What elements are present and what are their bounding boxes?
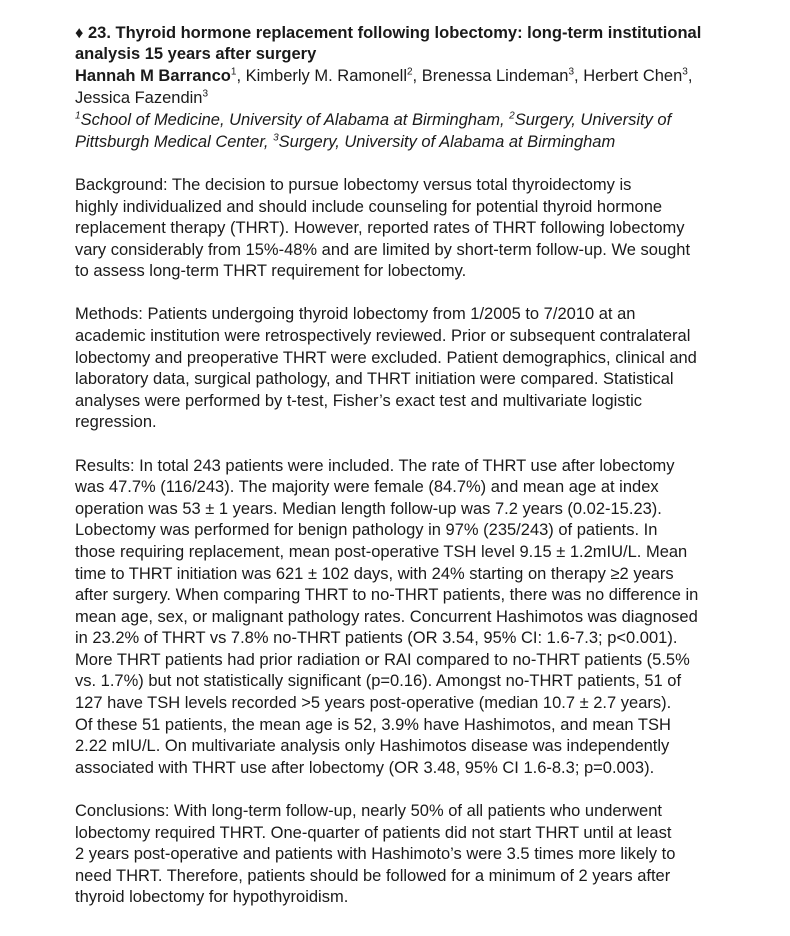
text-line: analyses were performed by t-test, Fisher’s exact test and multivariate logistic bbox=[75, 391, 643, 410]
text-line: to assess long-term THRT requirement for lobectomy. bbox=[75, 262, 467, 281]
text-line: academic institution were retrospectively reviewed. Prior or subsequent contralateral bbox=[75, 327, 691, 346]
author-sup: 3 bbox=[682, 66, 688, 78]
text-line: thyroid lobectomy for hypothyroidism. bbox=[75, 888, 349, 907]
author-sup: 3 bbox=[568, 66, 575, 78]
text-line: vary considerably from 15%-48% and are limited by short-term follow-up. We sought bbox=[75, 240, 691, 259]
text-line: Lobectomy was performed for benign pathology in 97% (235/243) of patients. In bbox=[75, 521, 658, 540]
text-line: laboratory data, surgical pathology, and THRT initiation were compared. Statistical bbox=[75, 370, 674, 389]
author-sup: 3 bbox=[202, 88, 209, 100]
affiliation-sup: 2 bbox=[509, 110, 515, 122]
text-line: lobectomy required THRT. One-quarter of patients did not start THRT until at least bbox=[75, 823, 672, 842]
text-line: in 23.2% of THRT vs 7.8% no-THRT patients (OR 3.54, 95% CI: 1.6-7.3; p<0.001). bbox=[75, 629, 678, 648]
author-name: Jessica Fazendin bbox=[75, 89, 203, 107]
text-line: lobectomy and preoperative THRT were excluded. Patient demographics, clinical and bbox=[75, 348, 697, 367]
author-name: Herbert Chen bbox=[583, 67, 683, 85]
text-line: More THRT patients had prior radiation or RAI compared to no-THRT patients (5.5% bbox=[75, 650, 690, 669]
author-sup: 2 bbox=[406, 66, 413, 78]
author-list: Hannah M Barranco$^1$, Kimberly M. Ramonell$^2$, Brenessa Lindeman$^3$, Herbert Chen$^3$, Jessica Fazendin$^3$ bbox=[75, 66, 693, 107]
text-line: those requiring replacement, mean post-operative TSH level 9.15 ± 1.2mIU/L. Mean bbox=[75, 542, 688, 561]
text-line: Background: The decision to pursue lobectomy versus total thyroidectomy is bbox=[75, 176, 632, 194]
conclusions-section bbox=[75, 801, 775, 909]
text-line: mean age, sex, or malignant pathology rates. Concurrent Hashimotos was diagnosed bbox=[75, 607, 698, 626]
results-section bbox=[75, 456, 775, 780]
title-line: ♦ 23. Thyroid hormone replacement following lobectomy: long-term institutional bbox=[75, 24, 702, 42]
author-name: Hannah M Barranco bbox=[75, 67, 231, 85]
affiliation-text: Surgery, University of Alabama at Birmingham bbox=[278, 133, 616, 151]
abstract-title bbox=[75, 23, 775, 65]
text-line: vs. 1.7%) but not statistically significant (p=0.16). Amongst no-THRT patients, 51 of bbox=[75, 672, 682, 691]
text-line: 2 years post-operative and patients with Hashimoto’s were 3.5 times more likely to bbox=[75, 845, 676, 864]
affiliation-text: School of Medicine, University of Alabama at Birmingham, bbox=[80, 111, 510, 129]
methods-section bbox=[75, 304, 775, 434]
text-line: Of these 51 patients, the mean age is 52, 3.9% have Hashimotos, and mean TSH bbox=[75, 715, 671, 734]
text-line: replacement therapy (THRT). However, reported rates of THRT following lobectomy bbox=[75, 219, 685, 238]
text-line: was 47.7% (116/243). The majority were female (84.7%) and mean age at index bbox=[75, 478, 659, 497]
text-line: highly individualized and should include counseling for potential thyroid hormone bbox=[75, 197, 663, 216]
text-line: Methods: Patients undergoing thyroid lobectomy from 1/2005 to 7/2010 at an bbox=[75, 305, 636, 324]
author-name: Kimberly M. Ramonell bbox=[245, 67, 407, 85]
author-name: Brenessa Lindeman bbox=[421, 67, 569, 85]
title-line: analysis 15 years after surgery bbox=[75, 45, 317, 63]
affiliation-sup: 3 bbox=[273, 132, 279, 144]
text-line: time to THRT initiation was 621 ± 102 days, with 24% starting on therapy ≥2 years bbox=[75, 564, 674, 583]
affiliations bbox=[75, 109, 775, 153]
text-line: regression. bbox=[75, 413, 157, 432]
affiliation-text: Pittsburgh Medical Center, bbox=[75, 133, 274, 151]
author-sup: 1 bbox=[230, 66, 237, 78]
text-line: Results: In total 243 patients were included. The rate of THRT use after lobectomy bbox=[75, 456, 675, 475]
text-line: need THRT. Therefore, patients should be followed for a minimum of 2 years after bbox=[75, 866, 671, 885]
text-line: operation was 53 ± 1 years. Median length follow-up was 7.2 years (0.02-15.23). bbox=[75, 499, 662, 518]
background-section bbox=[75, 175, 775, 283]
text-line: Conclusions: With long-term follow-up, nearly 50% of all patients who underwent bbox=[75, 801, 662, 820]
affiliation-text: Surgery, University of bbox=[514, 111, 672, 129]
text-line: after surgery. When comparing THRT to no-THRT patients, there was no difference in bbox=[75, 586, 699, 605]
affiliation-sup: 1 bbox=[75, 110, 81, 122]
abstract-column bbox=[75, 23, 775, 909]
text-line: 127 have TSH levels recorded >5 years post-operative (median 10.7 ± 2.7 years). bbox=[75, 694, 672, 713]
text-line: 2.22 mIU/L. On multivariate analysis only Hashimotos disease was independently bbox=[75, 737, 670, 756]
text-line: associated with THRT use after lobectomy (OR 3.48, 95% CI 1.6-8.3; p=0.003). bbox=[75, 758, 655, 777]
